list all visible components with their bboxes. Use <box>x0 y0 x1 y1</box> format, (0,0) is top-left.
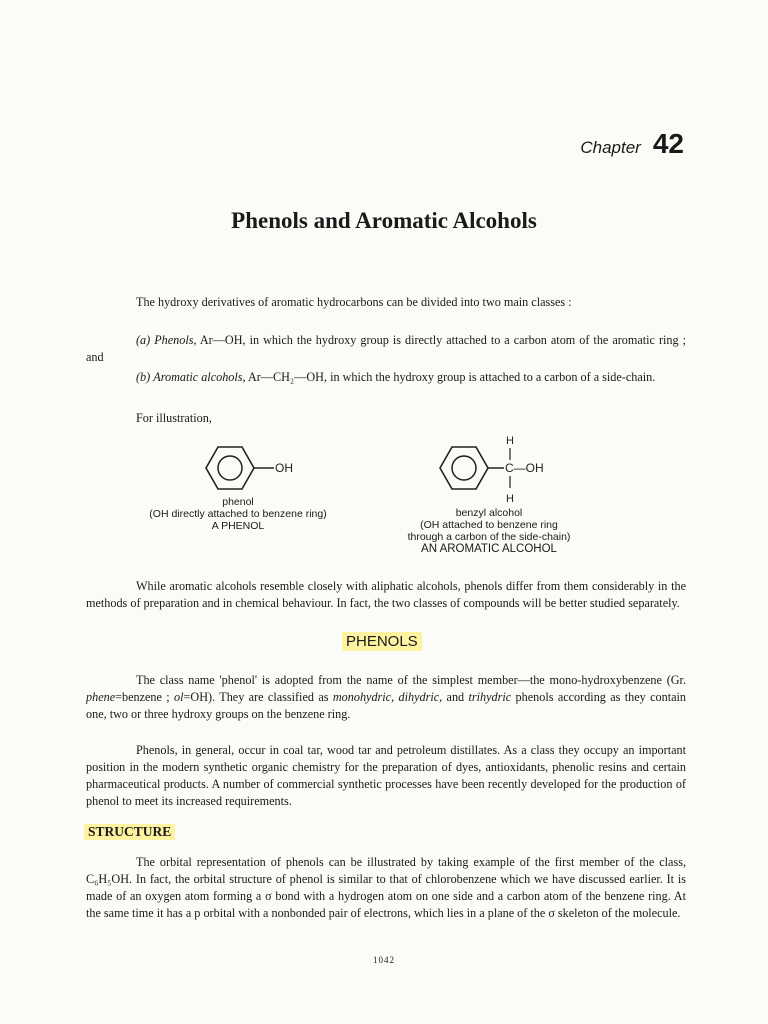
phenol-benzene-ring <box>206 447 254 489</box>
phenol-aromatic-circle <box>218 456 242 480</box>
page-title: Phenols and Aromatic Alcohols <box>231 208 537 233</box>
phenol-oh-group: OH <box>275 461 293 475</box>
intro-paragraph <box>86 294 686 311</box>
term-phene: phene <box>86 690 116 705</box>
benzyl-aromatic-circle <box>452 456 476 480</box>
term-ol: ol <box>174 690 184 705</box>
term-phenols: Phenols, <box>154 333 197 348</box>
benzyl-top-h: H <box>506 435 514 447</box>
illustration-lead <box>86 410 686 427</box>
intro-text: The hydroxy derivatives of aromatic hydrocarbons can be divided into two main classes : <box>136 295 572 310</box>
benzyl-description-1: (OH attached to benzene ring <box>420 519 558 531</box>
term-mono-dihydric: monohydric, dihydric, <box>332 690 443 705</box>
phenols-paragraph-1 <box>86 672 686 723</box>
phenols-heading: PHENOLS <box>342 632 422 651</box>
label-a: (a) <box>136 333 151 348</box>
phenol-description: (OH directly attached to benzene ring) <box>149 508 327 520</box>
benzyl-bottom-h: H <box>506 493 514 505</box>
comparison-text: While aromatic alcohols resemble closely with aliphatic alcohols, phenols differ from them considerably in the methods of preparation and in chemical behaviour. In fact, the two classes of compounds will be better studied separately. <box>86 579 686 611</box>
definition-aromatic-alcohols-text: Ar—CH₂—OH, in which the hydroxy group is attached to a carbon of a side-chain. <box>245 370 656 385</box>
phenols-p1-text-a: The class name 'phenol' is adopted from the name of the simplest member—the mono-hydroxybenzene (Gr. <box>136 673 686 688</box>
page-number: 1042 <box>373 955 395 965</box>
definition-aromatic-alcohols <box>86 369 686 386</box>
chapter-number: 42 <box>652 128 684 159</box>
phenols-p1-text-c: =OH). They are classified as <box>183 690 333 705</box>
phenols-p1-text-b: =benzene ; <box>115 690 175 705</box>
benzyl-c-oh-group: C—OH <box>505 461 544 475</box>
benzyl-name: benzyl alcohol <box>455 507 523 519</box>
term-aromatic-alcohols: Aromatic alcohols, <box>153 370 246 385</box>
definition-phenols-text: Ar—OH, in which the hydroxy group is directly attached to a carbon atom of the aromatic ring ; and <box>86 333 686 365</box>
chapter-header <box>580 128 684 160</box>
chapter-word: Chapter <box>580 138 641 157</box>
phenol-structure <box>198 440 308 496</box>
comparison-paragraph <box>86 578 686 612</box>
structure-paragraph <box>86 854 686 922</box>
phenols-p2-text: Phenols, in general, occur in coal tar, wood tar and petroleum distillates. As a class they occupy an important position in the modern synthetic organic chemistry for the preparation of dyes, antioxidants, phenolic resins and certain pharmaceutical products. A number of commercial synthetic processes have been recently developed for the production of phenol to meet its increased requirements. <box>86 743 686 809</box>
phenols-p1-text-e: phenols according as they contain one, two or three hydroxy groups on the benzene ring. <box>86 690 686 722</box>
phenol-caption <box>140 496 336 532</box>
phenol-class: A PHENOL <box>211 520 265 532</box>
term-trihydric: trihydric <box>468 690 512 705</box>
benzyl-class: AN AROMATIC ALCOHOL <box>421 543 557 555</box>
illustration-text: For illustration, <box>136 411 212 426</box>
structure-heading: STRUCTURE <box>84 824 175 840</box>
label-b: (b) <box>136 370 151 385</box>
definition-phenols <box>86 332 686 366</box>
benzyl-caption <box>378 507 600 555</box>
benzyl-benzene-ring <box>440 447 488 489</box>
structure-p1-text: The orbital representation of phenols can be illustrated by taking example of the first member of the class, C₆H₅OH. In fact, the orbital structure of phenol is similar to that of chlorobenzene which we have discussed earlier. It is made of an oxygen atom forming a σ bond with a hydrogen atom on one side and a carbon atom of the benzene ring. At the same time it has a p orbital with a nonbonded pair of electrons, which lies in a plane of the σ skeleton of the molecule. <box>86 855 686 921</box>
benzyl-description-2: through a carbon of the side-chain) <box>407 531 571 543</box>
phenol-name: phenol <box>222 496 254 508</box>
benzyl-alcohol-structure <box>432 432 572 506</box>
phenols-p1-text-d: and <box>442 690 469 705</box>
phenols-paragraph-2 <box>86 742 686 810</box>
